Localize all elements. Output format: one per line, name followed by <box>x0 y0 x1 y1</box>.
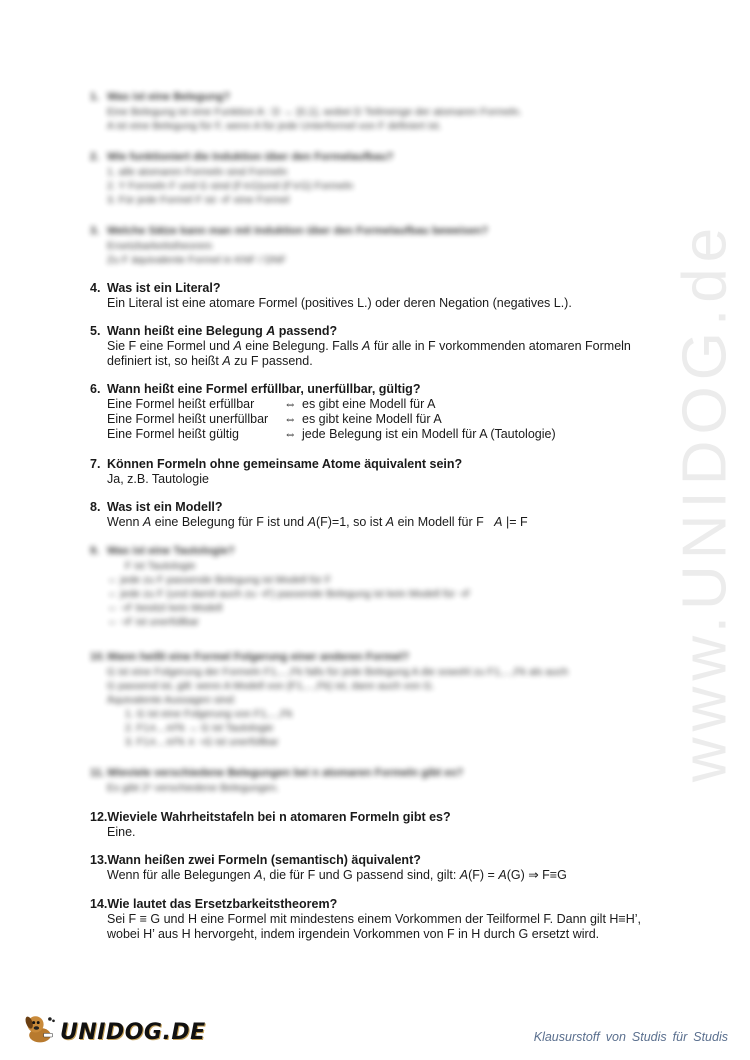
question-3 <box>90 224 660 267</box>
question-title: Wie funktioniert die Induktion über den Formelaufbau? <box>107 151 394 163</box>
watermark: www.UNIDOG.de <box>670 221 740 783</box>
question-title: Wie lautet das Ersetzbarkeitstheorem? <box>107 897 338 911</box>
answer-line: Sie F eine Formel und A eine Belegung. Falls A für alle in F vorkommenden atomaren Formeln <box>107 339 631 353</box>
answer-line: 2. F1∧...∧Fk → G ist Tautologie <box>125 722 274 734</box>
question-title: Wann heißt eine Formel Folgerung einer anderen Formel? <box>107 651 410 663</box>
answer-line: Wenn für alle Belegungen A, die für F und G passend sind, gilt: A(F) = A(G) ⇒ F≡G <box>107 868 567 882</box>
answer-line: 2. Y Formeln F und G sind (F∧G)und (F∨G) Formeln <box>107 180 354 192</box>
question-title: Wann heißen zwei Formeln (semantisch) äquivalent? <box>107 853 421 867</box>
question-5 <box>90 324 660 369</box>
logo-text: UNIDOG.DE <box>60 1019 206 1045</box>
answer-line: G passend ist, gilt: wenn A Modell von {F1,...,Fk} ist, dann auch von G. <box>107 680 435 692</box>
question-4 <box>90 281 660 311</box>
answer-line: Eine Belegung ist eine Funktion A : D → {0,1}, wobei D Teilmenge der atomaren Formeln. <box>107 106 522 118</box>
question-2 <box>90 150 660 207</box>
answer-line: ⇔ ¬F ist unerfüllbar <box>107 616 199 628</box>
dog-mascot-icon <box>22 1010 58 1046</box>
answer-line: Sei F ≡ G und H eine Formel mit mindestens einem Vorkommen der Teilformel F. Dann gilt H≡H’, <box>107 912 641 926</box>
question-6 <box>90 382 660 442</box>
question-number: 13. <box>90 853 108 867</box>
definition-row: Eine Formel heißt gültig ⇔ jede Belegung ist ein Modell für A (Tautologie) <box>107 427 556 441</box>
answer-line: F ist Tautologie <box>125 560 196 572</box>
question-number: 2. <box>90 151 100 163</box>
question-title: Können Formeln ohne gemeinsame Atome äquivalent sein? <box>107 457 463 471</box>
answer-line: G ist eine Folgerung der Formeln F1,...,Fk falls für jede Belegung A die sowohl zu F1,...,Fk als auch <box>107 666 569 678</box>
question-1 <box>90 90 660 133</box>
answer-line: wobei H’ aus H hervorgeht, indem irgendein Vorkommen von F in H durch G ersetzt wird. <box>107 927 600 941</box>
question-title: Was ist eine Belegung? <box>107 91 231 103</box>
answer-line: Ein Literal ist eine atomare Formel (positives L.) oder deren Negation (negatives L.). <box>107 296 572 310</box>
answer-line: Wenn A eine Belegung für F ist und A(F)=1, so ist A ein Modell für F A |= F <box>107 515 528 529</box>
answer-line: Ja, z.B. Tautologie <box>107 472 209 486</box>
footer-tagline: Klausurstoff von Studis für Studis <box>533 1030 728 1044</box>
question-title: Was ist ein Modell? <box>107 500 223 514</box>
question-title: Was ist ein Literal? <box>107 281 221 295</box>
question-7 <box>90 457 660 487</box>
question-number: 12. <box>90 810 108 824</box>
question-11 <box>90 766 660 795</box>
question-number: 8. <box>90 500 101 514</box>
answer-line: 3. Für jede Formel F ist ¬F eine Formel <box>107 194 290 206</box>
definition-row: Eine Formel heißt erfüllbar ⇔ es gibt eine Modell für A <box>107 397 436 411</box>
answer-line: Äquivalente Aussagen sind: <box>107 694 237 706</box>
definition-row: Eine Formel heißt unerfüllbar ⇔ es gibt keine Modell für A <box>107 412 442 426</box>
answer-line: definiert ist, so heißt A zu F passend. <box>107 354 313 368</box>
answer-line: 1. G ist eine Folgerung von F1,...,Fk <box>125 708 293 720</box>
answer-line: 3. F1∧...∧Fk ∧ ¬G ist unerfüllbar <box>125 736 279 748</box>
answer-line: ⇔ ¬F besitzt kein Modell <box>107 602 223 614</box>
question-title: Wann heißt eine Belegung A passend? <box>107 324 338 338</box>
question-number: 7. <box>90 457 101 471</box>
question-title: Wieviele Wahrheitstafeln bei n atomaren Formeln gibt es? <box>107 810 451 824</box>
answer-line: Zu F äquivalente Formel in KNF / DNF <box>107 254 287 266</box>
answer-line: ⇔ jede zu F (und damit auch zu ¬F) passende Belegung ist kein Modell für ¬F <box>107 588 471 600</box>
question-13 <box>90 853 660 883</box>
question-9 <box>90 544 660 629</box>
question-number: 3. <box>90 225 100 237</box>
question-title: Wann heißt eine Formel erfüllbar, unerfüllbar, gültig? <box>107 382 421 396</box>
question-number: 14. <box>90 897 108 911</box>
question-number: 9. <box>90 545 100 557</box>
question-10 <box>90 650 660 749</box>
question-title: Wieviele verschiedene Belegungen bei n atomaren Formeln gibt es? <box>107 767 464 779</box>
question-8 <box>90 500 660 530</box>
answer-line: Ersetzbarkeitstheorem <box>107 240 213 252</box>
answer-line: ⇔ jede zu F passende Belegung ist Modell für F <box>107 574 332 586</box>
question-number: 6. <box>90 382 101 396</box>
question-number: 4. <box>90 281 101 295</box>
question-number: 10. <box>90 651 106 663</box>
question-title: Welche Sätze kann man mit Induktion über den Formelaufbau beweisen? <box>107 225 489 237</box>
question-14 <box>90 897 660 942</box>
equivalence-icon: ⇔ <box>284 427 297 441</box>
question-number: 5. <box>90 324 101 338</box>
question-12 <box>90 810 660 840</box>
question-title: Was ist eine Tautologie? <box>107 545 235 557</box>
unidog-logo[interactable] <box>22 1010 206 1046</box>
answer-line: A ist eine Belegung für F, wenn A für jede Unterformel von F definiert ist. <box>107 120 442 132</box>
answer-line: Es gibt 2ⁿ verschiedene Belegungen. <box>107 782 279 794</box>
question-number: 11. <box>90 767 105 779</box>
question-number: 1. <box>90 91 100 103</box>
equivalence-icon: ⇔ <box>284 397 297 411</box>
answer-line: 1. alle atomaren Formeln sind Formeln <box>107 166 288 178</box>
answer-line: Eine. <box>107 825 136 839</box>
equivalence-icon: ⇔ <box>284 412 297 426</box>
